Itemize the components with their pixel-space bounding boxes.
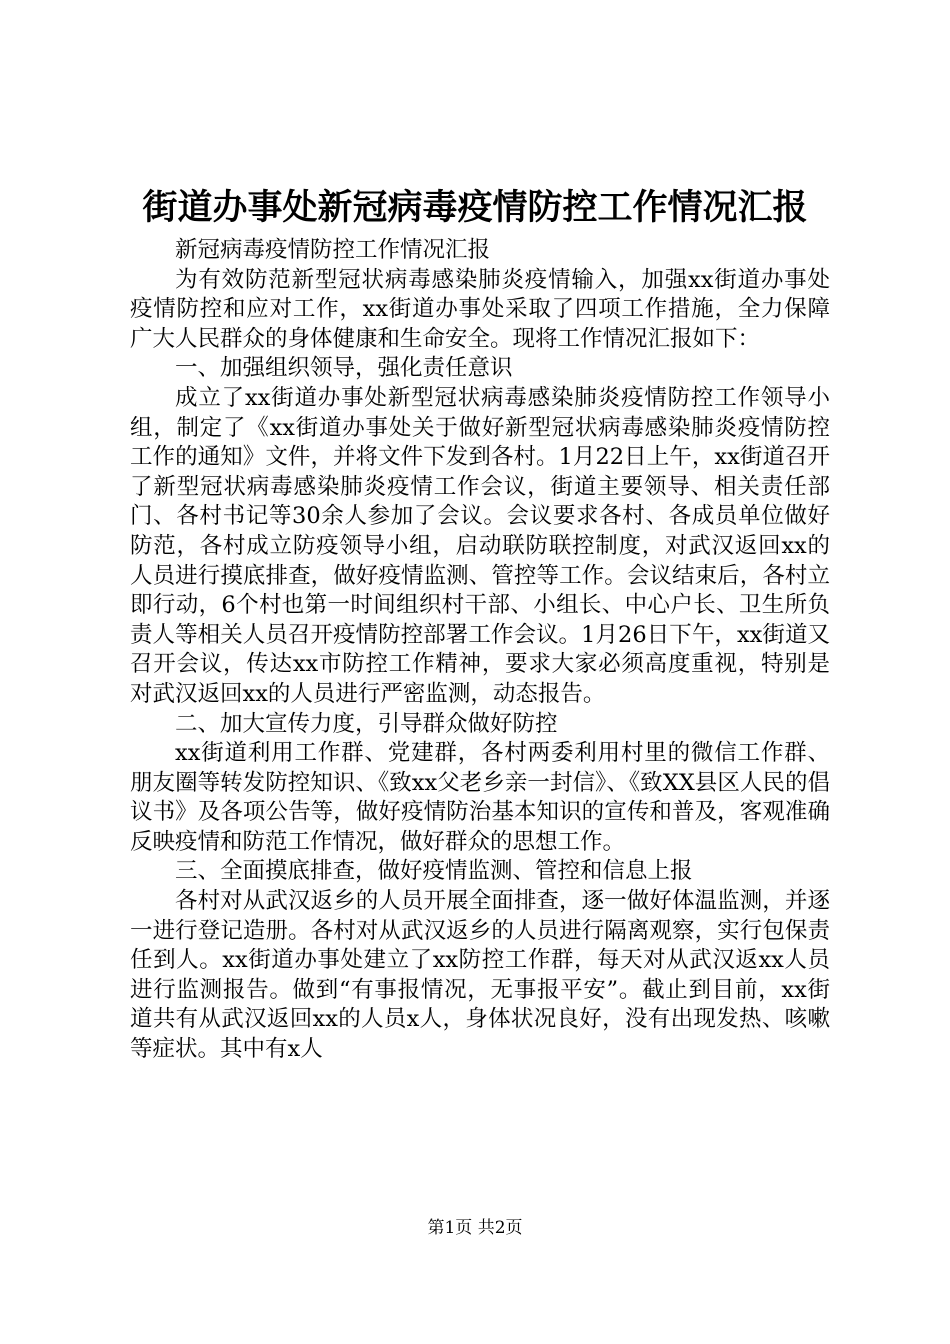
page-footer [0, 1216, 950, 1240]
subtitle-paragraph: 新冠病毒疫情防控工作情况汇报 [175, 237, 491, 263]
page-number: 第1页 共2页 [427, 1218, 523, 1238]
section-heading-3: 三、全面摸底排查，做好疫情监测、管控和信息上报 [175, 858, 693, 885]
section-3-paragraph: 各村对从武汉返乡的人员开展全面排查，逐一做好体温监测，并逐一进行登记造册。各村对从武汉返乡的人员进行隔离观察，实行包保责任到人。xx街道办事处建立了xx防控工作群，每天对从武汉返xx人员进行监测报告。做到“有事报情况，无事报平安”。截止到目前，xx街道共有从武汉返回xx的人员x人，身体状况良好，没有出现发热、咳嗽等症状。其中有x人 [130, 888, 830, 1063]
page-title: 街道办事处新冠病毒疫情防控工作情况汇报 [142, 187, 808, 228]
section-heading-1: 一、加强组织领导，强化责任意识 [175, 355, 513, 382]
section-heading-2: 二、加大宣传力度，引导群众做好防控 [175, 710, 558, 737]
intro-paragraph: 为有效防范新型冠状病毒感染肺炎疫情输入，加强xx街道办事处疫情防控和应对工作，xx街道办事处采取了四项工作措施，全力保障广大人民群众的身体健康和生命安全。现将工作情况汇报如下： [130, 266, 830, 352]
section-2-paragraph: xx街道利用工作群、党建群，各村两委利用村里的微信工作群、朋友圈等转发防控知识、《致xx父老乡亲一封信》、《致XX县区人民的倡议书》及各项公告等，做好疫情防治基本知识的宣传和普及，客观准确反映疫情和防范工作情况，做好群众的思想工作。 [130, 740, 830, 855]
section-1-paragraph: 成立了xx街道办事处新型冠状病毒感染肺炎疫情防控工作领导小组，制定了《xx街道办事处关于做好新型冠状病毒感染肺炎疫情防控工作的通知》文件，并将文件下发到各村。1月22日上午，xx街道召开了新型冠状病毒感染肺炎疫情工作会议，街道主要领导、相关责任部门、各村书记等30余人参加了会议。会议要求各村、各成员单位做好防范，各村成立防疫领导小组，启动联防联控制度，对武汉返回xx的人员进行摸底排查，做好疫情监测、管控等工作。会议结束后，各村立即行动，6个村也第一时间组织村干部、小组长、中心户长、卫生所负责人等相关人员召开疫情防控部署工作会议。1月26日下午，xx街道又召开会议，传达xx市防控工作精神，要求大家必须高度重视，特别是对武汉返回xx的人员进行严密监测，动态报告。 [130, 384, 830, 707]
document-body [130, 236, 830, 1065]
